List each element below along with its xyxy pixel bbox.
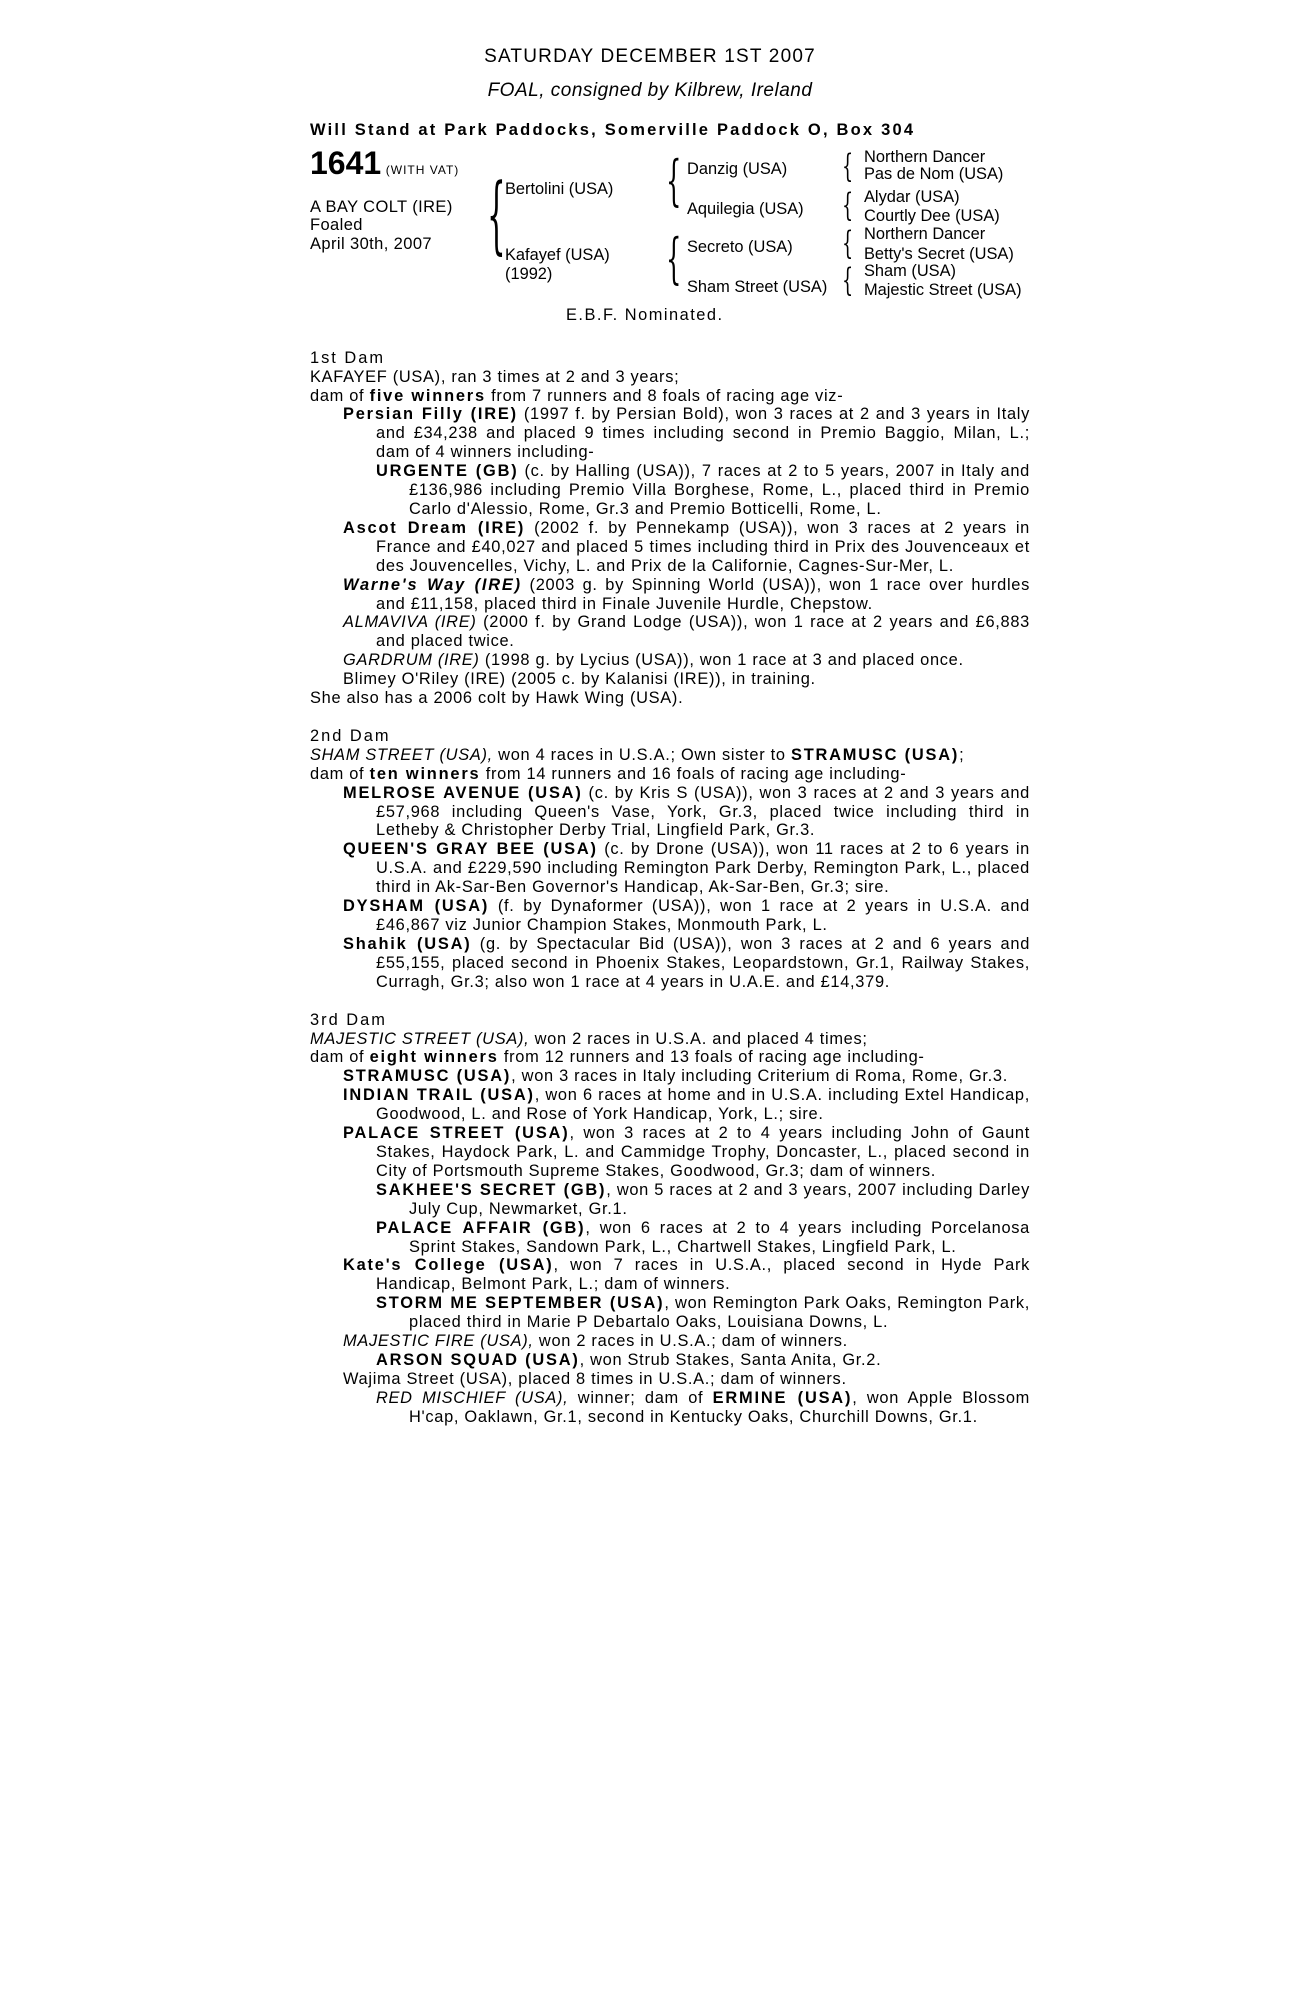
- sale-date: SATURDAY DECEMBER 1ST 2007: [484, 46, 816, 67]
- produce-entry: Ascot Dream (IRE) (2002 f. by Pennekamp (USA)), won 3 races at 2 years in France and £40,027 and placed 5 times including third in Prix des Jouvenceaux et des Jouvencelles, Vichy, L. and Prix de la Californie, Cagnes-Sur-Mer, L.: [343, 518, 1030, 575]
- dam-intro: SHAM STREET (USA), won 4 races in U.S.A.; Own sister to STRAMUSC (USA);: [310, 745, 965, 764]
- produce-entry: MAJESTIC FIRE (USA), won 2 races in U.S.A.; dam of winners.: [343, 1332, 848, 1351]
- sire-sire: Danzig (USA): [687, 159, 788, 178]
- foaled-label: Foaled: [310, 215, 363, 234]
- also-has-line: She also has a 2006 colt by Hawk Wing (USA).: [310, 689, 684, 708]
- lot-number-line: [310, 144, 460, 181]
- dam-sire-sire: Northern Dancer: [864, 224, 986, 243]
- produce-entry: Blimey O'Riley (IRE) (2005 c. by Kalanisi (IRE)), in training.: [343, 670, 816, 689]
- dam-intro: KAFAYEF (USA), ran 3 times at 2 and 3 years;: [310, 367, 680, 386]
- lot-number: 1641: [310, 144, 382, 181]
- produce-sub-entry: STORM ME SEPTEMBER (USA), won Remington Park Oaks, Remington Park, placed third in Marie P Debartalo Oaks, Louisiana Downs, L.: [376, 1294, 1030, 1332]
- sire-sire-dam: Pas de Nom (USA): [864, 164, 1004, 183]
- produce-entry: INDIAN TRAIL (USA), won 6 races at home and in U.S.A. including Extel Handicap, Goodwood, L. and Rose of York Handicap, York, L.; sire.: [343, 1086, 1030, 1124]
- produce-entry: DYSHAM (USA) (f. by Dynaformer (USA)), won 1 race at 2 years in U.S.A. and £46,867 viz Junior Champion Stakes, Monmouth Park, L.: [343, 897, 1030, 934]
- section-heading: 3rd Dam: [310, 1010, 387, 1029]
- produce-sub-entry: PALACE AFFAIR (GB), won 6 races at 2 to 4 years including Porcelanosa Sprint Stakes, Sandown Park, L., Chartwell Stakes, Lingfield Park, L.: [376, 1218, 1030, 1256]
- pedigree-brace: {: [666, 148, 682, 212]
- produce-sub-entry: RED MISCHIEF (USA), winner; dam of ERMINE (USA), won Apple Blossom H'cap, Oaklawn, Gr.1, second in Kentucky Oaks, Churchill Downs, Gr.1.: [376, 1388, 1030, 1426]
- produce-entry: GARDRUM (IRE) (1998 g. by Lycius (USA)), won 1 race at 3 and placed once.: [343, 651, 964, 670]
- foaled-date: April 30th, 2007: [310, 234, 432, 253]
- pedigree-brace: {: [487, 164, 506, 263]
- dam-produce-line: dam of ten winners from 14 runners and 16 foals of racing age including-: [310, 764, 907, 783]
- section-heading: 1st Dam: [310, 348, 386, 367]
- catalogue-page: [310, 48, 1030, 1427]
- dam-year: (1992): [505, 264, 553, 283]
- produce-entry: Persian Filly (IRE) (1997 f. by Persian Bold), won 3 races at 2 and 3 years in Italy and £34,238 and placed 9 times including second in Premio Baggio, Milan, L.; dam of 4 winners including-: [343, 405, 1031, 462]
- sire-dam-sire: Alydar (USA): [864, 187, 960, 206]
- dam-sire: Secreto (USA): [687, 237, 793, 256]
- pedigree-brace: {: [666, 226, 682, 290]
- dam-dam: Sham Street (USA): [687, 277, 828, 296]
- sire-sire-sire: Northern Dancer: [864, 147, 986, 166]
- sire-dam-dam: Courtly Dee (USA): [864, 206, 1000, 225]
- produce-entry: ALMAVIVA (IRE) (2000 f. by Grand Lodge (USA)), won 1 race at 2 years and £6,883 and placed twice.: [343, 613, 1030, 651]
- dam-intro: MAJESTIC STREET (USA), won 2 races in U.S.A. and placed 4 times;: [310, 1029, 868, 1048]
- pedigree-brace: {: [842, 260, 854, 299]
- stand-location: Will Stand at Park Paddocks, Somerville Paddock O, Box 304: [310, 120, 916, 139]
- pedigree-block: [310, 144, 1030, 349]
- pedigree-brace: {: [842, 146, 854, 185]
- produce-entry: MELROSE AVENUE (USA) (c. by Kris S (USA)), won 3 races at 2 and 3 years and £57,968 including Queen's Vase, York, Gr.3, placed twice including third in Letheby & Christopher Derby Trial, Lingfield Park, Gr.3.: [343, 783, 1030, 840]
- pedigree-brace: {: [842, 223, 854, 262]
- produce-entry: QUEEN'S GRAY BEE (USA) (c. by Drone (USA)), won 11 races at 2 to 6 years in U.S.A. and £229,590 including Remington Park Derby, Remington Park, L., placed third in Ak-Sar-Ben Governor's Handicap, Ak-Sar-Ben, Gr.3; sire.: [343, 840, 1030, 897]
- produce-entry: STRAMUSC (USA), won 3 races in Italy including Criterium di Roma, Rome, Gr.3.: [343, 1067, 1008, 1086]
- dam-produce-line: dam of eight winners from 12 runners and 13 foals of racing age including-: [310, 1048, 925, 1067]
- sire-dam: Aquilegia (USA): [687, 199, 804, 218]
- third-dam-section: [310, 1011, 1030, 1427]
- consignor-line: FOAL, consigned by Kilbrew, Ireland: [487, 79, 813, 101]
- sire-name: Bertolini (USA): [505, 179, 614, 198]
- pedigree-brace: {: [842, 185, 854, 224]
- dam-name: Kafayef (USA): [505, 245, 610, 264]
- produce-entry: Warne's Way (IRE) (2003 g. by Spinning World (USA)), won 1 race over hurdles and £11,158, placed third in Finale Juvenile Hurdle, Chepstow.: [343, 575, 1030, 613]
- produce-entry: Wajima Street (USA), placed 8 times in U.S.A.; dam of winners.: [343, 1369, 847, 1388]
- dam-sire-dam: Betty's Secret (USA): [864, 244, 1014, 263]
- lot-vat: (WITH VAT): [385, 162, 460, 177]
- first-dam-section: [310, 349, 1030, 708]
- dam-dam-dam: Majestic Street (USA): [864, 280, 1022, 299]
- produce-entry: PALACE STREET (USA), won 3 races at 2 to 4 years including John of Gaunt Stakes, Haydock Park, L. and Cammidge Trophy, Doncaster, L., placed second in City of Portsmouth Supreme Stakes, Goodwood, Gr.3; dam of winners.: [343, 1124, 1030, 1180]
- produce-sub-entry: ARSON SQUAD (USA), won Strub Stakes, Santa Anita, Gr.2.: [376, 1350, 882, 1369]
- dam-dam-sire: Sham (USA): [864, 261, 956, 280]
- produce-sub-entry: SAKHEE'S SECRET (GB), won 5 races at 2 and 3 years, 2007 including Darley July Cup, Newmarket, Gr.1.: [376, 1180, 1031, 1218]
- ebf-nominated: E.B.F. Nominated.: [566, 305, 724, 324]
- lot-description: A BAY COLT (IRE): [310, 197, 453, 216]
- produce-sub-entry: URGENTE (GB) (c. by Halling (USA)), 7 races at 2 to 5 years, 2007 in Italy and £136,986 including Premio Villa Borghese, Rome, L., placed third in Premio Carlo d'Alessio, Rome, Gr.3 and Premio Botticelli, Rome, L.: [376, 462, 1031, 518]
- dam-produce-line: dam of five winners from 7 runners and 8 foals of racing age viz-: [310, 386, 844, 405]
- produce-entry: Shahik (USA) (g. by Spectacular Bid (USA)), won 3 races at 2 and 6 years and £55,155, placed second in Phoenix Stakes, Leopardstown, Gr.1, Railway Stakes, Curragh, Gr.3; also won 1 race at 4 years in U.A.E. and £14,379.: [343, 934, 1031, 991]
- produce-entry: Kate's College (USA), won 7 races in U.S.A., placed second in Hyde Park Handicap, Belmont Park, L.; dam of winners.: [343, 1256, 1030, 1294]
- second-dam-section: [310, 727, 1030, 992]
- section-heading: 2nd Dam: [310, 726, 391, 745]
